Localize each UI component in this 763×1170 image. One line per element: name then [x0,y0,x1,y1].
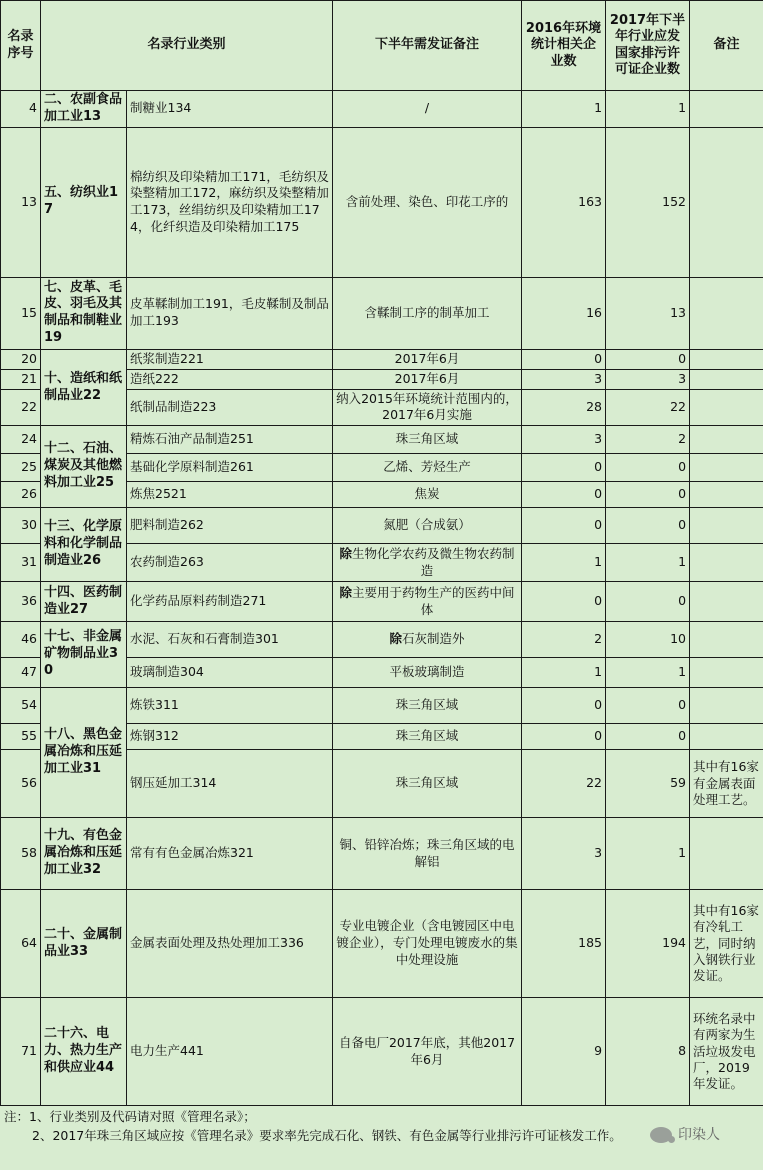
row-count-2016: 0 [522,724,606,750]
row-note [690,622,763,658]
row-remark: 含前处理、染色、印花工序的 [333,127,522,277]
row-no: 31 [1,544,41,582]
row-note [690,688,763,724]
table-row [1,818,763,890]
group-category: 二十六、电力、热力生产和供应业44 [41,998,127,1106]
table-row [1,622,763,658]
row-no: 25 [1,454,41,482]
header-count-2017: 2017年下半年行业应发国家排污许可证企业数 [606,1,690,91]
row-remark: 珠三角区域 [333,724,522,750]
row-note: 环统名录中有两家为生活垃圾发电厂，2019年发证。 [690,998,763,1106]
row-no: 13 [1,127,41,277]
table-row [1,998,763,1106]
row-note [690,658,763,688]
row-note [690,277,763,349]
row-count-2016: 0 [522,582,606,622]
row-count-2016: 0 [522,508,606,544]
row-count-2016: 0 [522,454,606,482]
row-note [690,582,763,622]
wechat-icon [650,1127,672,1143]
row-count-2016: 163 [522,127,606,277]
row-remark: 专业电镀企业（含电镀园区中电镀企业），专门处理电镀废水的集中处理设施 [333,890,522,998]
row-count-2017: 1 [606,91,690,128]
row-remark: 2017年6月 [333,349,522,369]
row-count-2017: 8 [606,998,690,1106]
row-code: 纸制品制造223 [127,389,333,426]
row-remark: 2017年6月 [333,369,522,389]
group-category: 七、皮革、毛皮、羽毛及其制品和制鞋业19 [41,277,127,349]
group-category: 十、造纸和纸制品业22 [41,349,127,426]
row-code: 造纸222 [127,369,333,389]
row-code: 化学药品原料药制造271 [127,582,333,622]
group-category: 二、农副食品加工业13 [41,91,127,128]
row-no: 20 [1,349,41,369]
row-no: 4 [1,91,41,128]
row-no: 36 [1,582,41,622]
remark-text: 主要用于药物生产的医药中间体 [352,584,515,617]
table-row [1,688,763,724]
row-count-2017: 59 [606,750,690,818]
row-code: 棉纺织及印染精加工171，毛纺织及染整精加工172，麻纺织及染整精加工173，丝绢纺织及印染精加工174，化纤织造及印染精加工175 [127,127,333,277]
row-count-2016: 22 [522,750,606,818]
row-count-2017: 1 [606,658,690,688]
row-remark: 自备电厂2017年底，其他2017年6月 [333,998,522,1106]
row-remark: 纳入2015年环境统计范围内的，2017年6月实施 [333,389,522,426]
row-remark [333,544,522,582]
row-count-2016: 28 [522,389,606,426]
row-count-2017: 0 [606,582,690,622]
row-count-2017: 0 [606,482,690,508]
row-remark: / [333,91,522,128]
table-row [1,277,763,349]
header-note: 备注 [690,1,763,91]
remark-prefix: 除 [339,584,353,600]
group-category: 十九、有色金属冶炼和压延加工业32 [41,818,127,890]
row-remark: 乙烯、芳烃生产 [333,454,522,482]
row-no: 24 [1,426,41,454]
row-note: 其中有16家有金属表面处理工艺。 [690,750,763,818]
row-remark: 氮肥（合成氨） [333,508,522,544]
row-count-2016: 1 [522,658,606,688]
row-count-2017: 10 [606,622,690,658]
row-code: 炼铁311 [127,688,333,724]
row-code: 皮革鞣制加工191，毛皮鞣制及制品加工193 [127,277,333,349]
row-count-2017: 0 [606,508,690,544]
row-code: 金属表面处理及热处理加工336 [127,890,333,998]
row-count-2016: 1 [522,544,606,582]
row-remark: 珠三角区域 [333,750,522,818]
row-remark: 珠三角区域 [333,426,522,454]
row-no: 71 [1,998,41,1106]
group-category: 十三、化学原料和化学制品制造业26 [41,508,127,582]
footnote-2: 2、2017年珠三角区域应按《管理名录》要求率先完成石化、钢铁、有色金属等行业排污许可证核发工作。 [32,1128,622,1143]
group-category: 十二、石油、煤炭及其他燃料加工业25 [41,426,127,508]
row-count-2017: 0 [606,688,690,724]
row-remark [333,622,522,658]
row-count-2017: 3 [606,369,690,389]
row-count-2017: 0 [606,454,690,482]
row-note [690,454,763,482]
header-remark: 下半年需发证备注 [333,1,522,91]
group-category: 二十、金属制品业33 [41,890,127,998]
row-note [690,369,763,389]
row-count-2017: 194 [606,890,690,998]
group-category: 十八、黑色金属冶炼和压延加工业31 [41,688,127,818]
table-row [1,582,763,622]
row-no: 58 [1,818,41,890]
row-note [690,389,763,426]
remark-prefix: 除 [389,631,403,647]
table-row [1,91,763,128]
row-count-2017: 0 [606,724,690,750]
row-code: 基础化学原料制造261 [127,454,333,482]
row-note [690,127,763,277]
row-note [690,482,763,508]
row-code: 农药制造263 [127,544,333,582]
row-count-2017: 1 [606,544,690,582]
footnote-1: 注：1、行业类别及代码请对照《管理名录》； [4,1109,256,1124]
row-count-2017: 2 [606,426,690,454]
row-note [690,426,763,454]
row-count-2017: 0 [606,349,690,369]
row-no: 22 [1,389,41,426]
row-remark [333,582,522,622]
row-note [690,91,763,128]
row-count-2016: 1 [522,91,606,128]
row-count-2016: 9 [522,998,606,1106]
row-code: 制糖业134 [127,91,333,128]
row-code: 肥料制造262 [127,508,333,544]
row-remark: 含鞣制工序的制革加工 [333,277,522,349]
row-note [690,544,763,582]
row-remark: 焦炭 [333,482,522,508]
row-code: 纸浆制造221 [127,349,333,369]
remark-text: 石灰制造外 [402,631,465,647]
row-count-2016: 2 [522,622,606,658]
row-no: 64 [1,890,41,998]
row-count-2017: 22 [606,389,690,426]
row-note [690,818,763,890]
row-no: 30 [1,508,41,544]
row-code: 炼焦2521 [127,482,333,508]
row-no: 46 [1,622,41,658]
row-count-2017: 13 [606,277,690,349]
row-remark: 平板玻璃制造 [333,658,522,688]
row-no: 26 [1,482,41,508]
row-note [690,724,763,750]
row-no: 55 [1,724,41,750]
group-category: 五、纺织业17 [41,127,127,277]
row-count-2016: 185 [522,890,606,998]
row-count-2016: 3 [522,369,606,389]
row-code: 常有有色金属冶炼321 [127,818,333,890]
header-count-2016: 2016年环境统计相关企业数 [522,1,606,91]
remark-text: 生物化学农药及微生物农药制造 [352,545,515,578]
row-no: 54 [1,688,41,724]
group-category: 十四、医药制造业27 [41,582,127,622]
table-row [1,426,763,454]
footnotes [4,1107,644,1145]
row-code: 钢压延加工314 [127,750,333,818]
table-row [1,349,763,369]
row-no: 15 [1,277,41,349]
header-row [1,1,763,91]
watermark-text: 印染人 [678,1127,720,1143]
row-count-2016: 0 [522,688,606,724]
row-count-2016: 3 [522,426,606,454]
row-code: 水泥、石灰和石膏制造301 [127,622,333,658]
row-code: 玻璃制造304 [127,658,333,688]
row-count-2017: 1 [606,818,690,890]
row-count-2016: 0 [522,349,606,369]
table-row [1,890,763,998]
row-note: 其中有16家有冷轧工艺，同时纳入钢铁行业发证。 [690,890,763,998]
row-no: 47 [1,658,41,688]
row-remark: 铜、铅锌冶炼；珠三角区域的电解铝 [333,818,522,890]
watermark [650,1124,720,1144]
row-count-2016: 3 [522,818,606,890]
table-row [1,127,763,277]
row-code: 精炼石油产品制造251 [127,426,333,454]
row-count-2016: 16 [522,277,606,349]
row-remark: 珠三角区域 [333,688,522,724]
row-count-2016: 0 [522,482,606,508]
table-row [1,508,763,544]
row-no: 56 [1,750,41,818]
row-count-2017: 152 [606,127,690,277]
remark-prefix: 除 [339,545,353,561]
group-category: 十七、非金属矿物制品业30 [41,622,127,688]
row-note [690,508,763,544]
row-no: 21 [1,369,41,389]
row-code: 炼钢312 [127,724,333,750]
header-category: 名录行业类别 [41,1,333,91]
header-no: 名录序号 [1,1,41,91]
row-code: 电力生产441 [127,998,333,1106]
row-note [690,349,763,369]
